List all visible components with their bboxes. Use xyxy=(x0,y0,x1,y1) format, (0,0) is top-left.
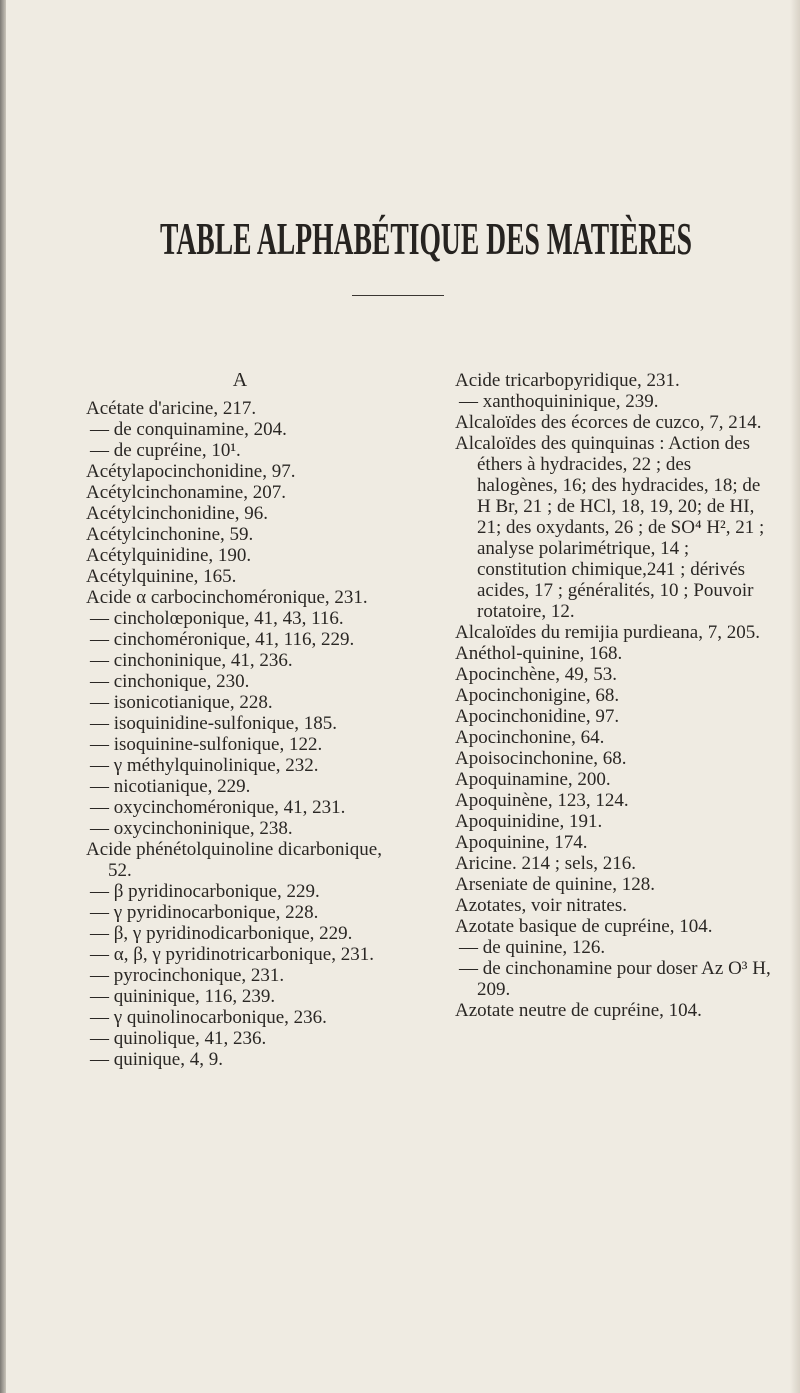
index-entry: Acétylcinchonine, 59. xyxy=(86,524,254,545)
index-entry: — cinchoméronique, 41, 116, 229. xyxy=(90,629,355,650)
index-entry: — quinolique, 41, 236. xyxy=(90,1028,267,1049)
index-entry: Alcaloïdes des quinquinas : Action des éthers à hydracides, 22 ; des halogènes, 16; des hydracides, 18; de H Br, 21 ; de HCl, 18, 19, 20; de HI, 21; des oxydants, 26 ; de SO⁴ H², 21 ; analyse polarimétrique, 14 ; constitution chimique,241 ; dérivés acides, 17 ; généralités, 10 ; Pouvoir rotatoire, 12. xyxy=(455,433,765,622)
index-entry: Acide tricarbopyridique, 231. xyxy=(455,370,680,391)
index-entry: Acétylcinchonamine, 207. xyxy=(86,482,286,503)
index-entry: Apocinchonidine, 97. xyxy=(455,706,620,727)
index-entry: — β pyridinocarbonique, 229. xyxy=(90,881,320,902)
index-entry: Anéthol-quinine, 168. xyxy=(455,643,623,664)
index-entry: — cinchoninique, 41, 236. xyxy=(90,650,293,671)
index-entry: Acétylquinidine, 190. xyxy=(86,545,252,566)
index-entry: Acide α carbocinchoméronique, 231. xyxy=(86,587,368,608)
index-entry: — oxycinchoninique, 238. xyxy=(90,818,293,839)
index-entry: — α, β, γ pyridinotricarbonique, 231. xyxy=(90,944,374,965)
index-entry: — cincholœponique, 41, 43, 116. xyxy=(90,608,344,629)
index-entry: Apoquinine, 174. xyxy=(455,832,588,853)
section-letter: A xyxy=(232,369,248,391)
index-entry: Apoquinamine, 200. xyxy=(455,769,611,790)
index-entry: Acétylquinine, 165. xyxy=(86,566,237,587)
index-entry: Azotate neutre de cupréine, 104. xyxy=(455,1000,702,1021)
index-entry: — xanthoquininique, 239. xyxy=(459,391,659,412)
index-entry: Arseniate de quinine, 128. xyxy=(455,874,655,895)
index-entry: — de quinine, 126. xyxy=(459,937,606,958)
index-entry: — isonicotianique, 228. xyxy=(90,692,273,713)
index-entry: — nicotianique, 229. xyxy=(90,776,251,797)
index-entry: Apoisocinchonine, 68. xyxy=(455,748,627,769)
index-entry: — de conquinamine, 204. xyxy=(90,419,287,440)
page-left-edge xyxy=(0,0,6,1393)
left-entry-list xyxy=(86,398,394,1070)
index-entry: Alcaloïdes des écorces de cuzco, 7, 214. xyxy=(455,412,762,433)
index-entry: — oxycinchoméronique, 41, 231. xyxy=(90,797,346,818)
index-entry: Apocinchonine, 64. xyxy=(455,727,605,748)
index-entry: Apocinchène, 49, 53. xyxy=(455,664,617,685)
page-right-edge xyxy=(790,0,800,1393)
index-entry: Azotate basique de cupréine, 104. xyxy=(455,916,713,937)
index-entry: Acide phénétolquinoline dicarbonique, 52. xyxy=(86,839,382,881)
right-entry-list xyxy=(455,370,773,1021)
title-divider xyxy=(352,295,444,296)
index-entry: Aricine. 214 ; sels, 216. xyxy=(455,853,637,874)
index-entry: — quinique, 4, 9. xyxy=(90,1049,223,1070)
index-entry: — β, γ pyridinodicarbonique, 229. xyxy=(90,923,353,944)
index-entry: — γ pyridinocarbonique, 228. xyxy=(90,902,319,923)
index-entry: Acétylapocinchonidine, 97. xyxy=(86,461,296,482)
index-entry: — quininique, 116, 239. xyxy=(90,986,276,1007)
index-entry: Acétate d'aricine, 217. xyxy=(86,398,257,419)
index-entry: — cinchonique, 230. xyxy=(90,671,250,692)
index-entry: — isoquinidine-sulfonique, 185. xyxy=(90,713,337,734)
index-column-right xyxy=(455,370,773,1021)
index-entry: — isoquinine-sulfonique, 122. xyxy=(90,734,323,755)
index-entry: — de cinchonamine pour doser Az O³ H, 209. xyxy=(459,958,771,1000)
page-title: TABLE ALPHABÉTIQUE DES MATIÈRES xyxy=(159,213,692,264)
index-column-left xyxy=(86,370,394,1070)
index-entry: Alcaloïdes du remijia purdieana, 7, 205. xyxy=(455,622,760,643)
index-entry: Azotates, voir nitrates. xyxy=(455,895,628,916)
index-entry: Apoquinène, 123, 124. xyxy=(455,790,629,811)
index-entry: Apocinchonigine, 68. xyxy=(455,685,620,706)
index-entry: — γ méthylquinolinique, 232. xyxy=(90,755,319,776)
index-entry: — γ quinolinocarbonique, 236. xyxy=(90,1007,327,1028)
index-entry: Apoquinidine, 191. xyxy=(455,811,603,832)
index-entry: — pyrocinchonique, 231. xyxy=(90,965,285,986)
index-entry: Acétylcinchonidine, 96. xyxy=(86,503,269,524)
index-entry: — de cupréine, 10¹. xyxy=(90,440,241,461)
